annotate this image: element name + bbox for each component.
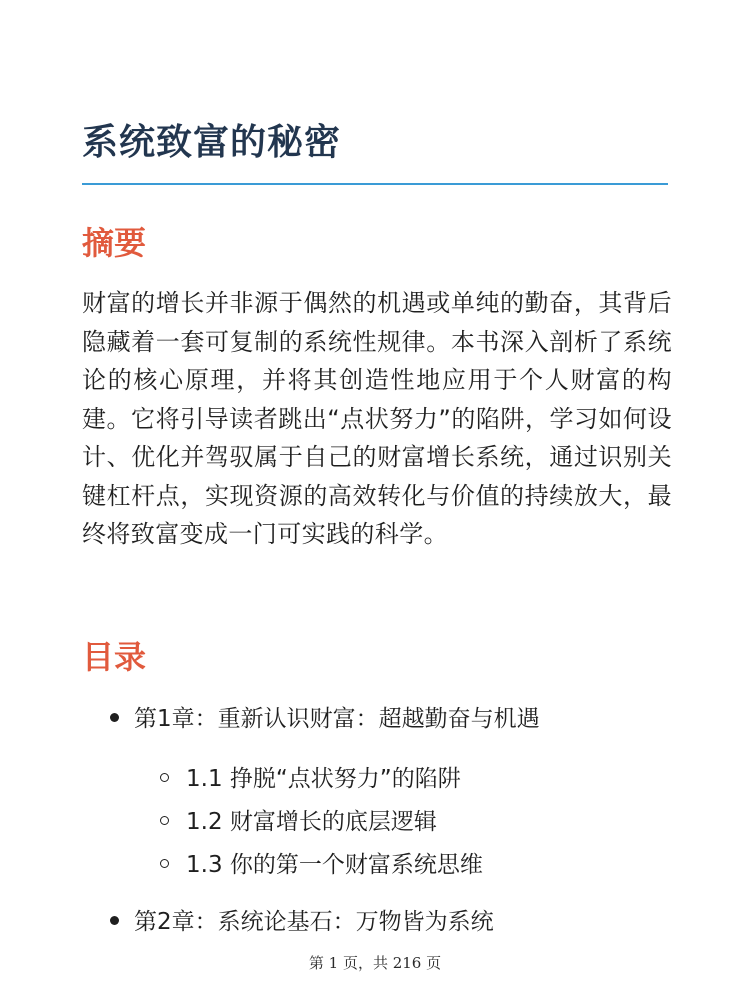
abstract-text: 财富的增长并非源于偶然的机遇或单纯的勤奋，其背后隐藏着一套可复制的系统性规律。本书深入剖析了系统论的核心原理，并将其创造性地应用于个人财富的构建。它将引导读者跳出“点状努力”的陷阱，学习如何设计、优化并驾驭属于自己的财富增长系统，通过识别关键杠杆点，实现资源的高效转化与价值的持续放大，最终将致富变成一门可实践的科学。: [82, 289, 672, 548]
toc-chapter-2[interactable]: [110, 903, 494, 936]
abstract-heading: 摘要: [82, 224, 147, 262]
toc-section-label: 1.1 挣脱“点状努力”的陷阱: [186, 766, 461, 792]
document-title: 系统致富的秘密: [82, 122, 342, 163]
toc-section-1-1[interactable]: [160, 760, 461, 793]
title-divider: [82, 183, 668, 185]
bullet-dot-icon: [110, 916, 119, 925]
toc-chapter-1[interactable]: [110, 700, 540, 733]
toc-section-1-2[interactable]: [160, 803, 437, 836]
toc-section-label: 1.2 财富增长的底层逻辑: [186, 809, 437, 835]
bullet-circle-icon: [160, 773, 169, 782]
page-indicator: 第 1 页，共 216 页: [308, 954, 442, 972]
toc-heading: 目录: [82, 638, 147, 676]
bullet-circle-icon: [160, 859, 169, 868]
bullet-circle-icon: [160, 816, 169, 825]
toc-chapter-label: 第1章：重新认识财富：超越勤奋与机遇: [134, 706, 540, 732]
toc-section-label: 1.3 你的第一个财富系统思维: [186, 852, 483, 878]
toc-section-1-3[interactable]: [160, 846, 483, 879]
bullet-dot-icon: [110, 713, 119, 722]
toc-chapter-label: 第2章：系统论基石：万物皆为系统: [134, 909, 494, 935]
